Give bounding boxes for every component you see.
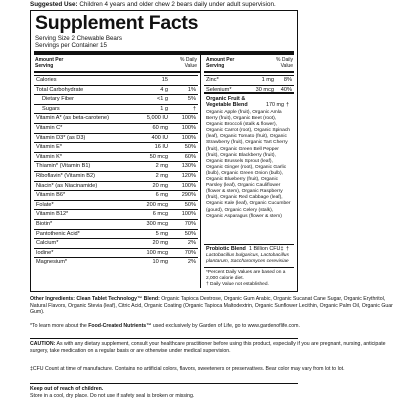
nutrient-name: Vitamin D3* (as D3): [36, 134, 86, 141]
nutrient-name: Magnesium*: [36, 259, 68, 266]
fruit-blend-dv: †: [286, 102, 289, 108]
fruit-blend-amount: 170 mg: [266, 102, 284, 108]
nutrient-name: Total Carbohydrate: [36, 86, 84, 93]
mineral-amount: 1 mg: [261, 77, 274, 83]
nutrient-amount: 20 mg: [152, 182, 168, 189]
nutrient-dv: 100%: [181, 125, 196, 131]
nutrient-amount: 100 mcg: [146, 249, 168, 256]
nutrient-row: [34, 113, 198, 123]
nutrient-row: [34, 257, 198, 267]
nutrient-name: Sugars: [42, 105, 60, 112]
nutrient-amount: 20 mg: [152, 240, 168, 247]
probiotic-amount: 1 Billion CFU‡: [249, 246, 284, 252]
nutrient-row: [34, 200, 198, 210]
col-dv-label-right: % Daily Value: [276, 57, 293, 69]
nutrient-amount: 200 mcg: [146, 201, 168, 208]
nutrient-row: [34, 161, 198, 171]
nutrient-amount: 1 g: [160, 105, 168, 112]
learn-more-suffix: used exclusively by Garden of Life, go to www.gardenoflife.com.: [152, 323, 300, 329]
column-divider: [200, 55, 201, 288]
nutrient-amount: 16 IU: [154, 144, 168, 151]
learn-more-prefix: *To learn more about the: [30, 323, 87, 329]
col-bar-right: [204, 71, 294, 73]
servings-per-container: Servings per Container 15: [35, 42, 107, 49]
nutrient-row: [34, 229, 198, 239]
nutrient-name: Iodine*: [36, 249, 54, 256]
nutrient-row: [34, 123, 198, 133]
nutrient-name: Vitamin K*: [36, 153, 63, 160]
nutrient-name: Vitamin E*: [36, 144, 63, 151]
mineral-amount: 30 mcg: [255, 86, 274, 93]
nutrient-row: [34, 238, 198, 248]
caution-note: [30, 341, 400, 354]
nutrient-dv: 70%: [184, 249, 196, 256]
probiotic-name: Probiotic Blend: [206, 246, 246, 252]
storage-note: Store in a cool, dry place. Do not use if safety seal is broken or missing.: [30, 393, 195, 399]
learn-more-bold: Food-Created Nutrients™: [88, 323, 152, 329]
nutrient-dv: 1%: [187, 86, 196, 93]
nutrient-dv: 100%: [181, 115, 196, 122]
nutrient-dv: 5%: [187, 96, 196, 103]
serving-size: Serving Size 2 Chewable Bears: [35, 35, 123, 42]
nutrient-name: Riboflavin* (Vitamin B2): [36, 173, 95, 179]
panel-title: Supplement Facts: [35, 12, 199, 34]
nutrient-row: [34, 75, 198, 85]
probiotic-dv: †: [286, 246, 289, 252]
nutrient-dv: 100%: [181, 182, 196, 189]
nutrient-name: Vitamin C*: [36, 125, 63, 131]
nutrient-row: [34, 209, 198, 219]
mineral-name: Selenium*: [206, 86, 232, 93]
nutrient-dv: 70%: [184, 221, 196, 227]
probiotic-rule: [204, 244, 294, 245]
nutrient-dv: 120%: [181, 173, 196, 179]
nutrient-amount: 2 mg: [155, 163, 168, 170]
mineral-name: Zinc*: [206, 77, 219, 83]
nutrient-row: [34, 219, 198, 229]
mineral-dv: 40%: [280, 86, 292, 93]
keep-out-heading: Keep out of reach of children.: [30, 386, 104, 392]
nutrient-dv: 130%: [181, 163, 196, 170]
nutrient-name: Pantothenic Acid*: [36, 230, 80, 237]
suggested-use-text: Children 4 years and older chew 2 bears daily under adult supervision.: [79, 1, 276, 8]
nutrient-name: Calcium*: [36, 240, 59, 247]
nutrient-amount: 50 mcg: [149, 153, 168, 160]
suggested-use-label: Suggested Use:: [30, 1, 78, 8]
col-dv-label-left: % Daily Value: [180, 57, 197, 69]
header-bar: [34, 51, 294, 55]
nutrient-amount: 2 mg: [155, 173, 168, 179]
nutrient-row: [34, 248, 198, 258]
footnote-daily-value: *Percent Daily Values are based on a 2,000 calorie diet.: [206, 270, 286, 281]
nutrient-amount: 4 g: [160, 86, 168, 93]
fruit-blend-name: Organic Fruit & Vegetable Blend: [206, 96, 248, 108]
nutrient-row: [34, 152, 198, 162]
nutrient-amount: 6 mg: [155, 192, 168, 199]
nutrient-amount: 10 mg: [152, 259, 168, 266]
nutrient-amount: 60 mg: [152, 125, 168, 131]
supplement-facts-panel: [30, 10, 298, 292]
other-ingredients-label: Other Ingredients: Clean Tablet Technology™ Blend:: [30, 296, 160, 302]
fruit-blend-ingredients: Organic Apple (fruit), Organic Amla Berry (fruit), Organic Beet (root), Organic Broccoli (stalk & flower), Organic Carrot (root), Organic Spinach (leaf), Organic Tomato (fruit), Organic Strawberry (fruit), Organic Tart Cherry (fruit), Organic Green Bell Pepper (fruit), Organic Blackberry (fruit), Organic Brussels Sprout (leaf), Organic Ginger (root), Organic Garlic (bulb), Organic Green Onion (bulb), Organic Blueberry (fruit), Organic Parsley (leaf), Organic Cauliflower (flower & stem), Organic Raspberry (fruit), Organic Red Cabbage (leaf), Organic Kale (leaf), Organic Cucumber (gourd), Organic Celery (stalk), Organic Asparagus (flower & stem): [206, 110, 291, 219]
nutrient-name: Dietary Fiber: [42, 96, 75, 103]
nutrient-row: [34, 94, 198, 104]
mineral-row: [204, 85, 294, 95]
mineral-row: [204, 75, 294, 85]
learn-more-note: [30, 323, 400, 330]
nutrient-amount: <1 g: [156, 96, 168, 103]
nutrient-name: Thiamin* (Vitamin B1): [36, 163, 91, 170]
nutrient-name: Vitamin B6*: [36, 192, 66, 199]
nutrient-dv: 2%: [187, 259, 196, 266]
nutrient-amount: 400 IU: [151, 134, 168, 141]
nutrient-amount: 5,000 IU: [146, 115, 168, 122]
col-bar-left: [34, 71, 201, 73]
nutrient-dv: 50%: [184, 201, 196, 208]
caution-label: CAUTION:: [30, 341, 56, 347]
col-amount-label-left: Amount Per Serving: [35, 57, 64, 69]
separator-rule-2: [30, 383, 298, 384]
nutrient-dv: †: [192, 105, 196, 112]
nutrient-dv: 100%: [181, 211, 196, 218]
nutrient-row: [34, 181, 198, 191]
nutrient-dv: 50%: [184, 144, 196, 151]
keep-out-label: [30, 386, 400, 393]
nutrient-amount: 5 mg: [155, 230, 168, 237]
nutrient-amount: 15: [161, 77, 168, 83]
footnote-rule: [204, 267, 294, 268]
nutrient-row: [34, 104, 198, 114]
nutrient-amount: 6 mcg: [152, 211, 168, 218]
nutrient-dv: 50%: [184, 230, 196, 237]
nutrient-name: Niacin* (as Niacinamide): [36, 182, 98, 189]
nutrient-row: [34, 190, 198, 200]
nutrient-row: [34, 85, 198, 95]
nutrient-name: Vitamin B12*: [36, 211, 69, 218]
nutrient-dv: 290%: [181, 192, 196, 199]
nutrient-name: Calories: [36, 77, 57, 83]
col-amount-label-right: Amount Per Serving: [206, 57, 235, 69]
nutrient-row: [34, 142, 198, 152]
other-ingredients-text: Organic Tapioca Dextrose, Organic Gum Arabic, Organic Sucanat Cane Sugar, Organic Erythritol, Natural Flavors, Organic Stevia (leaf), Citric Acid, Organic Coating (Organic Tapioca Maltodextrin, Organic Sunflower Lecithin, Organic Palm Oil, Organic Guar Gum).: [30, 296, 393, 315]
nutrient-dv: 100%: [181, 134, 196, 141]
caution-text: As with any dietary supplement, consult your healthcare practitioner before using this product, especially if you are pregnant, nursing, anticipate surgery, take medication on a regular basis or are otherwise under medical supervision.: [30, 341, 386, 354]
suggested-use: [30, 1, 400, 9]
separator-rule-1: [30, 338, 298, 339]
footnote-not-established: † Daily Value not established.: [206, 282, 269, 287]
nutrient-dv: 2%: [187, 240, 196, 247]
other-ingredients: [30, 296, 400, 316]
probiotic-strains: Lactobacillus bulgaricus, Lactobacillus plantarum, Saccharomyces cerevisiae: [206, 253, 289, 265]
cfu-note: ‡CFU Count at time of manufacture. Contains no artificial colors, flavors, sweeteners or preservatives. Bear color may vary from lot to lot.: [30, 366, 345, 372]
mineral-dv: 8%: [283, 77, 292, 83]
nutrient-row: [34, 171, 198, 181]
nutrient-name: Vitamin A* (as beta-carotene): [36, 115, 109, 122]
nutrient-amount: 300 mcg: [146, 221, 168, 227]
nutrient-row: [34, 133, 198, 143]
nutrient-dv: 60%: [184, 153, 196, 160]
nutrient-name: Folate*: [36, 201, 54, 208]
nutrient-name: Biotin*: [36, 221, 53, 227]
